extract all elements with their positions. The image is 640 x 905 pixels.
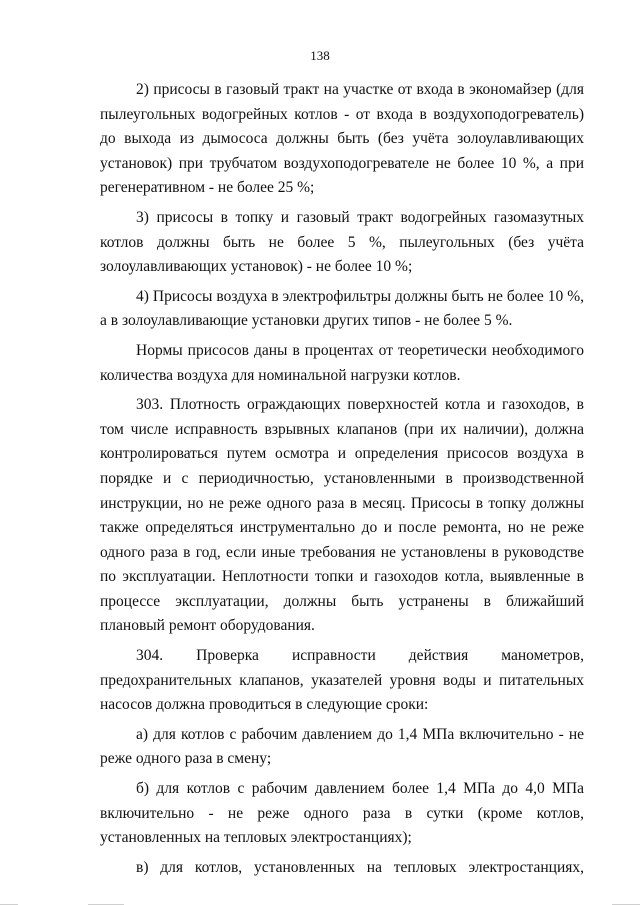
paragraph-item-3: 3) присосы в топку и газовый тракт водогрейных газомазутных котлов должны быть не более 5 %, пылеугольных (без учёта золоулавливающих установок) - не более 10 %; bbox=[100, 208, 584, 276]
paragraph-item-4: 4) Присосы воздуха в электрофильтры должны быть не более 10 %, а в золоулавливающие установки других типов - не более 5 %. bbox=[100, 287, 584, 330]
paragraph-303: 303. Плотность ограждающих поверхностей котла и газоходов, в том числе исправность взрывных клапанов (при их наличии), должна контролироваться путем осмотра и определения присосов воздуха в порядке и с периодичностью, установленными в производственной инструкции, но не реже одного раза в месяц. Присосы в топку должны также определяться инструментально до и после ремонта, но не реже одного раза в год, если иные требования не установлены в руководстве по эксплуатации. Неплотности топки и газоходов котла, выявленные в процессе эксплуатации, должны быть устранены в ближайший плановый ремонт оборудования. bbox=[100, 396, 584, 635]
paragraph-item-v: в) для котлов, установленных на тепловых электростанциях, bbox=[136, 858, 584, 876]
paragraph-item-a: а) для котлов с рабочим давлением до 1,4 МПа включительно - не реже одного раза в смену; bbox=[100, 725, 584, 768]
paragraph-304: 304. Проверка исправности действия манометров, предохранительных клапанов, указателей уровня воды и питательных насосов должна проводиться в следующие сроки: bbox=[100, 647, 584, 714]
paragraph-item-2: 2) присосы в газовый тракт на участке от входа в экономайзер (для пылеугольных водогрейных котлов - от входа в воздухоподогреватель) до выхода из дымососа должны быть (без учёта золоулавливающих установок) при трубчатом воздухоподогревателе не более 10 %, а при регенеративном - не более 25 %; bbox=[100, 81, 584, 197]
document-body bbox=[100, 78, 584, 885]
page-number: 138 bbox=[310, 48, 330, 63]
paragraph-norms: Нормы присосов даны в процентах от теоретически необходимого количества воздуха для номинальной нагрузки котлов. bbox=[100, 341, 584, 384]
paragraph-item-b: б) для котлов с рабочим давлением более 1,4 МПа до 4,0 МПа включительно - не реже одного раза в сутки (кроме котлов, установленных на тепловых электростанциях); bbox=[100, 780, 584, 847]
